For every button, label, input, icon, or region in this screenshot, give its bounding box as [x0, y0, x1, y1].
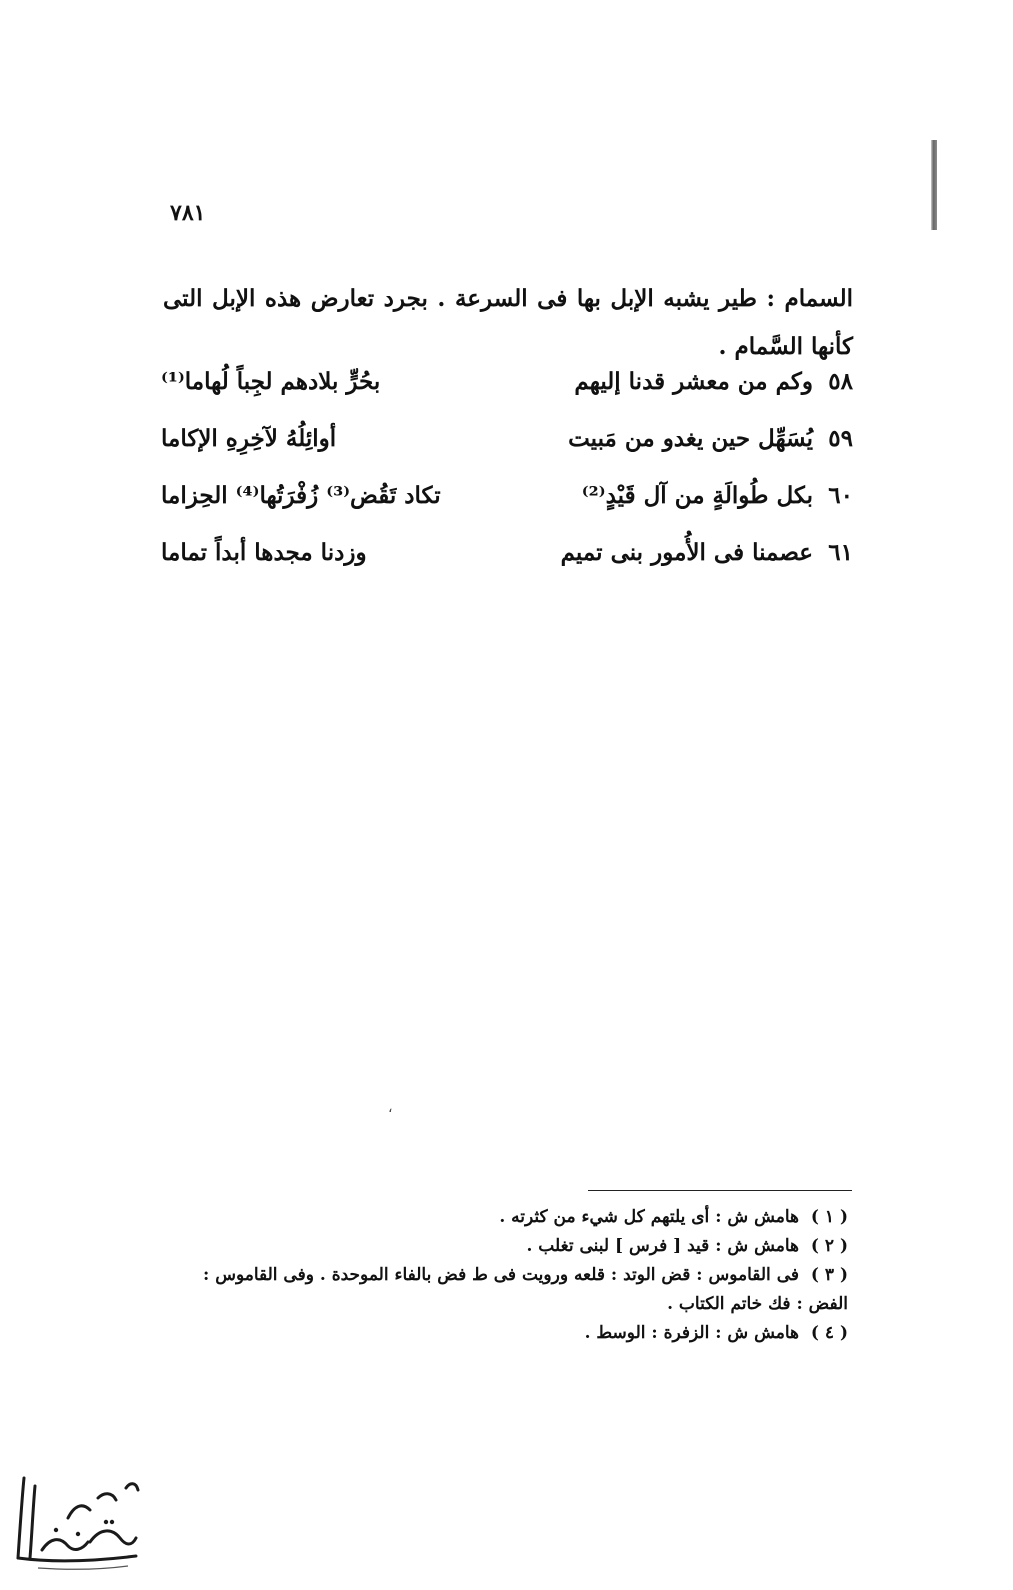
footnote-text: فى القاموس : قض الوتد : قلعه ورويت فى ط فض بالفاء الموحدة . وفى القاموس : الفض : فك خاتم الكتاب . [203, 1265, 848, 1314]
footnote-number: ( ١ ) [810, 1207, 848, 1227]
second-hemistich: بحُرٍّ بلادهم لجِباً لُهاما⁽¹⁾ [161, 368, 381, 395]
verse-number: ٦٠ [828, 482, 853, 509]
verse-number: ٥٩ [828, 425, 853, 452]
footnote-number: ( ٢ ) [810, 1236, 848, 1256]
footnote [198, 1232, 848, 1261]
footnote [198, 1319, 848, 1348]
verse-line [161, 531, 853, 581]
footnote [198, 1203, 848, 1232]
footnote-text: هامش ش : قيد [ فرس ] لبنى تغلب . [526, 1236, 799, 1256]
first-hemistich: وكم من معشر قدنا إليهم [574, 368, 813, 395]
footnote-separator [588, 1190, 852, 1191]
footnote [198, 1261, 848, 1319]
first-hemistich: بكل طُوالَةٍ من آل قَيْدٍ⁽²⁾ [581, 482, 813, 509]
page-number: ٧٨١ [170, 200, 206, 226]
calligraphy-logo-icon [8, 1458, 143, 1576]
verse-line [161, 474, 853, 524]
first-hemistich: يُسَهِّل حين يغدو من مَبيت [568, 425, 813, 452]
verse-line [161, 417, 853, 467]
footnote-text: هامش ش : أى يلتهم كل شيء من كثرته . [499, 1207, 799, 1227]
verse-line [161, 360, 853, 410]
watermark-stamp [8, 1458, 143, 1576]
second-hemistich: أوائِلُهُ لآخِرِهِ الإكاما [161, 425, 337, 452]
second-hemistich: تكاد تَقُض⁽³⁾ زُفْرَتُها⁽⁴⁾ الحِزاما [161, 482, 441, 509]
second-hemistich: وزدنا مجدها أبداً تماما [161, 539, 367, 566]
footnotes-section [198, 1203, 848, 1348]
stray-mark: ، [388, 1100, 393, 1116]
footnote-number: ( ٣ ) [810, 1265, 848, 1285]
scan-edge-mark [931, 140, 937, 230]
footnote-number: ( ٤ ) [810, 1323, 848, 1343]
first-hemistich: عصمنا فى الأُمور بنى تميم [560, 539, 813, 566]
footnote-text: هامش ش : الزفرة : الوسط . [584, 1323, 799, 1343]
verse-number: ٦١ [828, 539, 853, 566]
intro-paragraph: السمام : طير يشبه الإبل بها فى السرعة . بجرد تعارض هذه الإبل التى كأنها السَّمام . [163, 285, 853, 360]
verse-number: ٥٨ [828, 368, 853, 395]
